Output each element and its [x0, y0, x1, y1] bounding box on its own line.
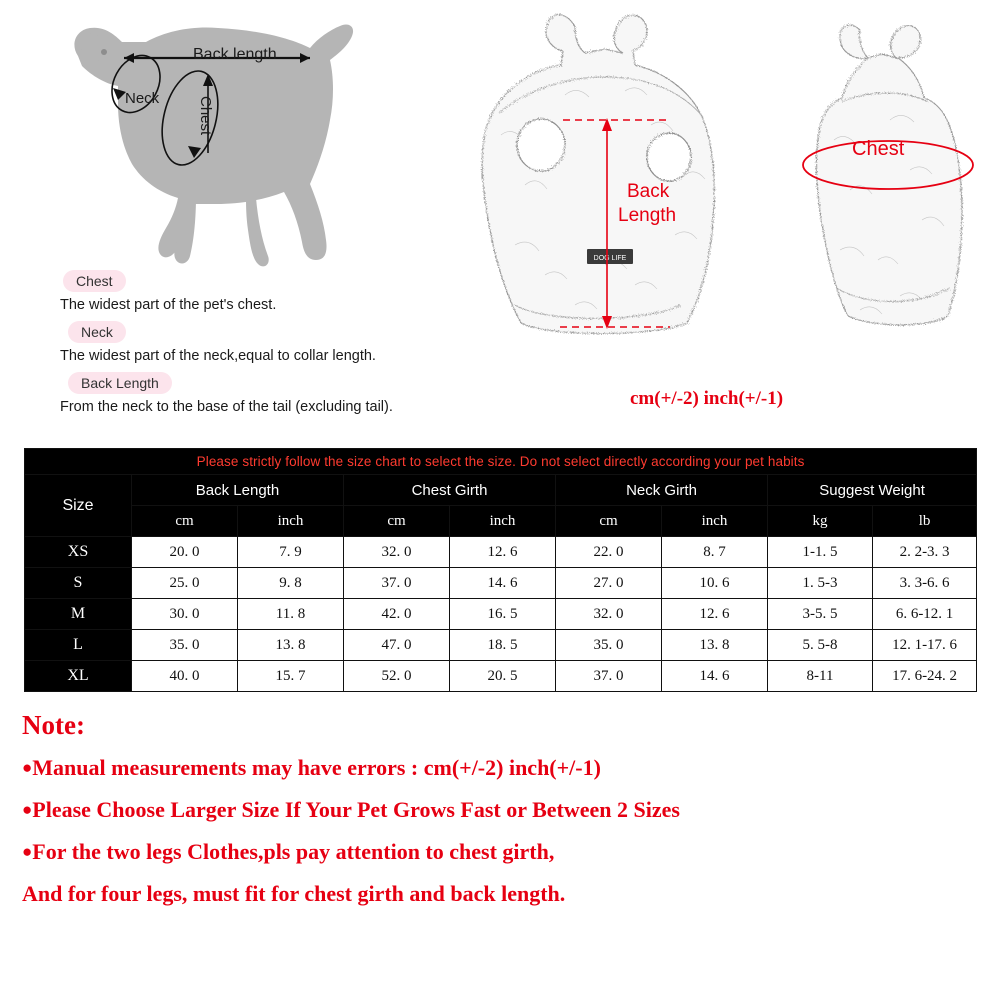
cell: 9. 8 [238, 568, 344, 599]
back-length-overlay-label-line2: Length [618, 205, 677, 226]
table-row [25, 568, 977, 599]
cell: 25. 0 [132, 568, 238, 599]
note-continuation: And for four legs, must fit for chest girth and back length. [22, 881, 566, 906]
chest-overlay-label: Chest [852, 138, 905, 160]
cell: 5. 5-8 [768, 630, 873, 661]
bullet-icon: ● [22, 800, 33, 819]
table-unit-header-row [25, 506, 977, 537]
cell: 1-1. 5 [768, 537, 873, 568]
cell: 12. 6 [450, 537, 556, 568]
note-text: For the two legs Clothes,pls pay attention to chest girth, [32, 839, 555, 864]
cell: 11. 8 [238, 599, 344, 630]
row-size-xl: XL [25, 661, 132, 692]
cell: 6. 6-12. 1 [873, 599, 977, 630]
unit-back-length-inch: inch [238, 506, 344, 537]
cell: 40. 0 [132, 661, 238, 692]
definition-desc-back-length: From the neck to the base of the tail (excluding tail). [60, 399, 393, 415]
cell: 20. 5 [450, 661, 556, 692]
definition-term-chest: Chest [63, 270, 126, 292]
garment-front-photo [455, 5, 755, 355]
cell: 2. 2-3. 3 [873, 537, 977, 568]
note-text: Manual measurements may have errors : cm(+/-2) inch(+/-1) [32, 755, 601, 780]
unit-back-length-cm: cm [132, 506, 238, 537]
neck-arrow-label: Neck [125, 90, 160, 107]
row-size-xs: XS [25, 537, 132, 568]
header-suggest-weight: Suggest Weight [768, 475, 977, 506]
cell: 42. 0 [344, 599, 450, 630]
unit-neck-cm: cm [556, 506, 662, 537]
table-row [25, 599, 977, 630]
table-banner-row [25, 449, 977, 475]
note-item [22, 839, 982, 865]
back-length-measure-overlay [455, 5, 755, 355]
unit-weight-kg: kg [768, 506, 873, 537]
cell: 47. 0 [344, 630, 450, 661]
definition-term-neck: Neck [68, 321, 126, 343]
table-banner: Please strictly follow the size chart to select the size. Do not select directly according your pet habits [25, 449, 977, 475]
cell: 3. 3-6. 6 [873, 568, 977, 599]
definition-term-back-length: Back Length [68, 372, 172, 394]
unit-neck-inch: inch [662, 506, 768, 537]
cell: 8. 7 [662, 537, 768, 568]
back-length-arrow-label: Back length [193, 46, 277, 63]
row-size-m: M [25, 599, 132, 630]
size-chart-table [24, 448, 977, 692]
cell: 20. 0 [132, 537, 238, 568]
cell: 16. 5 [450, 599, 556, 630]
row-size-l: L [25, 630, 132, 661]
note-item [22, 755, 982, 781]
cell: 3-5. 5 [768, 599, 873, 630]
unit-weight-lb: lb [873, 506, 977, 537]
unit-chest-cm: cm [344, 506, 450, 537]
table-row [25, 630, 977, 661]
chest-arrow-label: Chest [197, 96, 214, 136]
cell: 27. 0 [556, 568, 662, 599]
cell: 32. 0 [344, 537, 450, 568]
notes-title: Note: [22, 710, 85, 740]
cell: 1. 5-3 [768, 568, 873, 599]
cell: 7. 9 [238, 537, 344, 568]
svg-text:DOG LIFE: DOG LIFE [593, 255, 627, 262]
header-neck-girth: Neck Girth [556, 475, 768, 506]
unit-chest-inch: inch [450, 506, 556, 537]
cell: 12. 1-17. 6 [873, 630, 977, 661]
cell: 37. 0 [556, 661, 662, 692]
cell: 13. 8 [662, 630, 768, 661]
header-size: Size [25, 475, 132, 537]
cell: 14. 6 [662, 661, 768, 692]
cell: 18. 5 [450, 630, 556, 661]
cell: 37. 0 [344, 568, 450, 599]
header-chest-girth: Chest Girth [344, 475, 556, 506]
cell: 22. 0 [556, 537, 662, 568]
cell: 14. 6 [450, 568, 556, 599]
cell: 32. 0 [556, 599, 662, 630]
note-item [22, 797, 982, 823]
tolerance-note: cm(+/-2) inch(+/-1) [630, 388, 784, 409]
table-row [25, 537, 977, 568]
bullet-icon: ● [22, 758, 33, 777]
definition-desc-chest: The widest part of the pet's chest. [60, 297, 277, 313]
row-size-s: S [25, 568, 132, 599]
bullet-icon: ● [22, 842, 33, 861]
cell: 8-11 [768, 661, 873, 692]
cell: 12. 6 [662, 599, 768, 630]
cell: 10. 6 [662, 568, 768, 599]
size-chart-table-wrapper [24, 448, 976, 692]
table-row [25, 661, 977, 692]
header-back-length: Back Length [132, 475, 344, 506]
definition-desc-neck: The widest part of the neck,equal to collar length. [60, 348, 376, 364]
cell: 15. 7 [238, 661, 344, 692]
cell: 17. 6-24. 2 [873, 661, 977, 692]
cell: 35. 0 [556, 630, 662, 661]
notes-section [22, 710, 982, 923]
chest-measure-overlay [790, 10, 985, 340]
back-length-overlay-label-line1: Back [627, 181, 670, 202]
cell: 13. 8 [238, 630, 344, 661]
garment-back-photo [790, 10, 985, 340]
dog-diagram [18, 8, 448, 428]
note-text: Please Choose Larger Size If Your Pet Grows Fast or Between 2 Sizes [32, 797, 680, 822]
illustration-zone [0, 0, 1000, 430]
cell: 35. 0 [132, 630, 238, 661]
cell: 52. 0 [344, 661, 450, 692]
cell: 30. 0 [132, 599, 238, 630]
table-group-header-row [25, 475, 977, 506]
